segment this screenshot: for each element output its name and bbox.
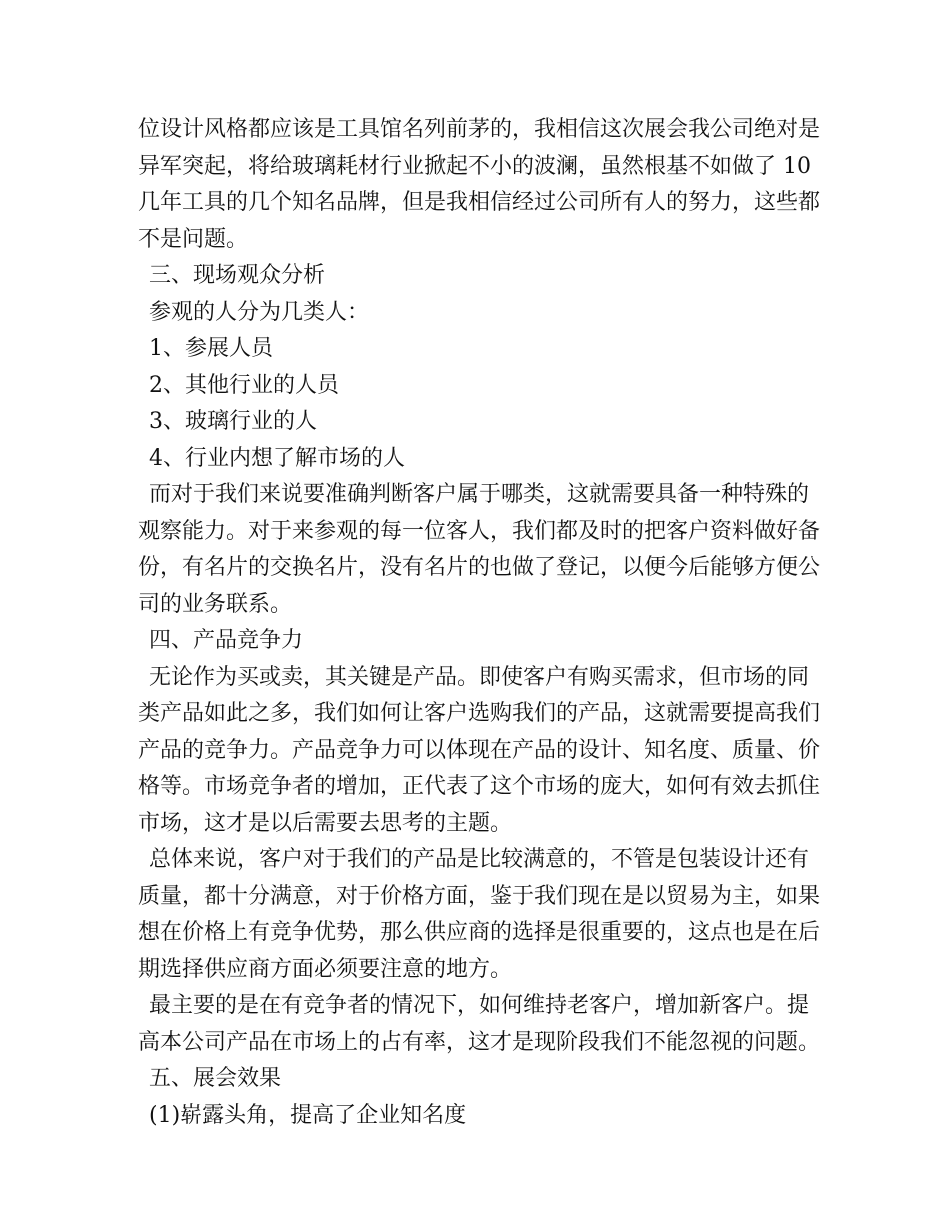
list-item: 2、其他行业的人员 xyxy=(149,372,339,398)
text-line: 期选择供应商方面必须要注意的地方。 xyxy=(138,956,513,982)
text-line: 而对于我们来说要准确判断客户属于哪类，这就需要具备一种特殊的 xyxy=(149,482,810,507)
text-line: 高本公司产品在市场上的占有率，这才是现阶段我们不能忽视的问题。 xyxy=(138,1029,821,1055)
text-line: 质量，都十分满意，对于价格方面，鉴于我们现在是以贸易为主，如果 xyxy=(138,883,821,909)
section-heading-5: 五、展会效果 xyxy=(149,1066,282,1091)
text-line: 市场，这才是以后需要去思考的主题。 xyxy=(138,810,513,836)
list-item: 1、参展人员 xyxy=(149,336,273,361)
text-line: 几年工具的几个知名品牌，但是我相信经过公司所有人的努力，这些都 xyxy=(138,190,821,215)
text-line: 产品的竞争力。产品竞争力可以体现在产品的设计、知名度、质量、价 xyxy=(138,737,821,763)
text-line: 司的业务联系。 xyxy=(138,591,293,617)
text-line: 无论作为买或卖，其关键是产品。即使客户有购买需求，但市场的同 xyxy=(149,664,810,690)
text-line: 参观的人分为几类人： xyxy=(149,299,370,325)
text-line: 总体来说，客户对于我们的产品是比较满意的，不管是包装设计还有 xyxy=(149,847,810,872)
section-heading-3: 三、现场观众分析 xyxy=(149,263,326,288)
text-line: 类产品如此之多，我们如何让客户选购我们的产品，这就需要提高我们 xyxy=(138,701,821,726)
list-item: 3、玻璃行业的人 xyxy=(149,409,317,434)
text-line: 异军突起，将给玻璃耗材行业掀起不小的波澜，虽然根基不如做了 10 xyxy=(138,153,811,179)
text-line: 格等。市场竞争者的增加，正代表了这个市场的庞大，如何有效去抓住 xyxy=(138,774,821,799)
text-line: 份，有名片的交换名片，没有名片的也做了登记，以便今后能够方便公 xyxy=(138,555,821,580)
text-line: 最主要的是在有竞争者的情况下，如何维持老客户，增加新客户。提 xyxy=(149,993,810,1018)
list-item: (1)崭露头角，提高了企业知名度 xyxy=(149,1102,467,1128)
text-line: 不是问题。 xyxy=(138,226,249,252)
document-body xyxy=(138,112,821,1134)
section-heading-4: 四、产品竞争力 xyxy=(149,628,304,653)
text-line: 位设计风格都应该是工具馆名列前茅的，我相信这次展会我公司绝对是 xyxy=(138,117,821,142)
list-item: 4、行业内想了解市场的人 xyxy=(149,445,405,471)
text-line: 想在价格上有竞争优势，那么供应商的选择是很重要的，这点也是在后 xyxy=(138,920,821,945)
text-line: 观察能力。对于来参观的每一位客人，我们都及时的把客户资料做好备 xyxy=(138,518,821,544)
